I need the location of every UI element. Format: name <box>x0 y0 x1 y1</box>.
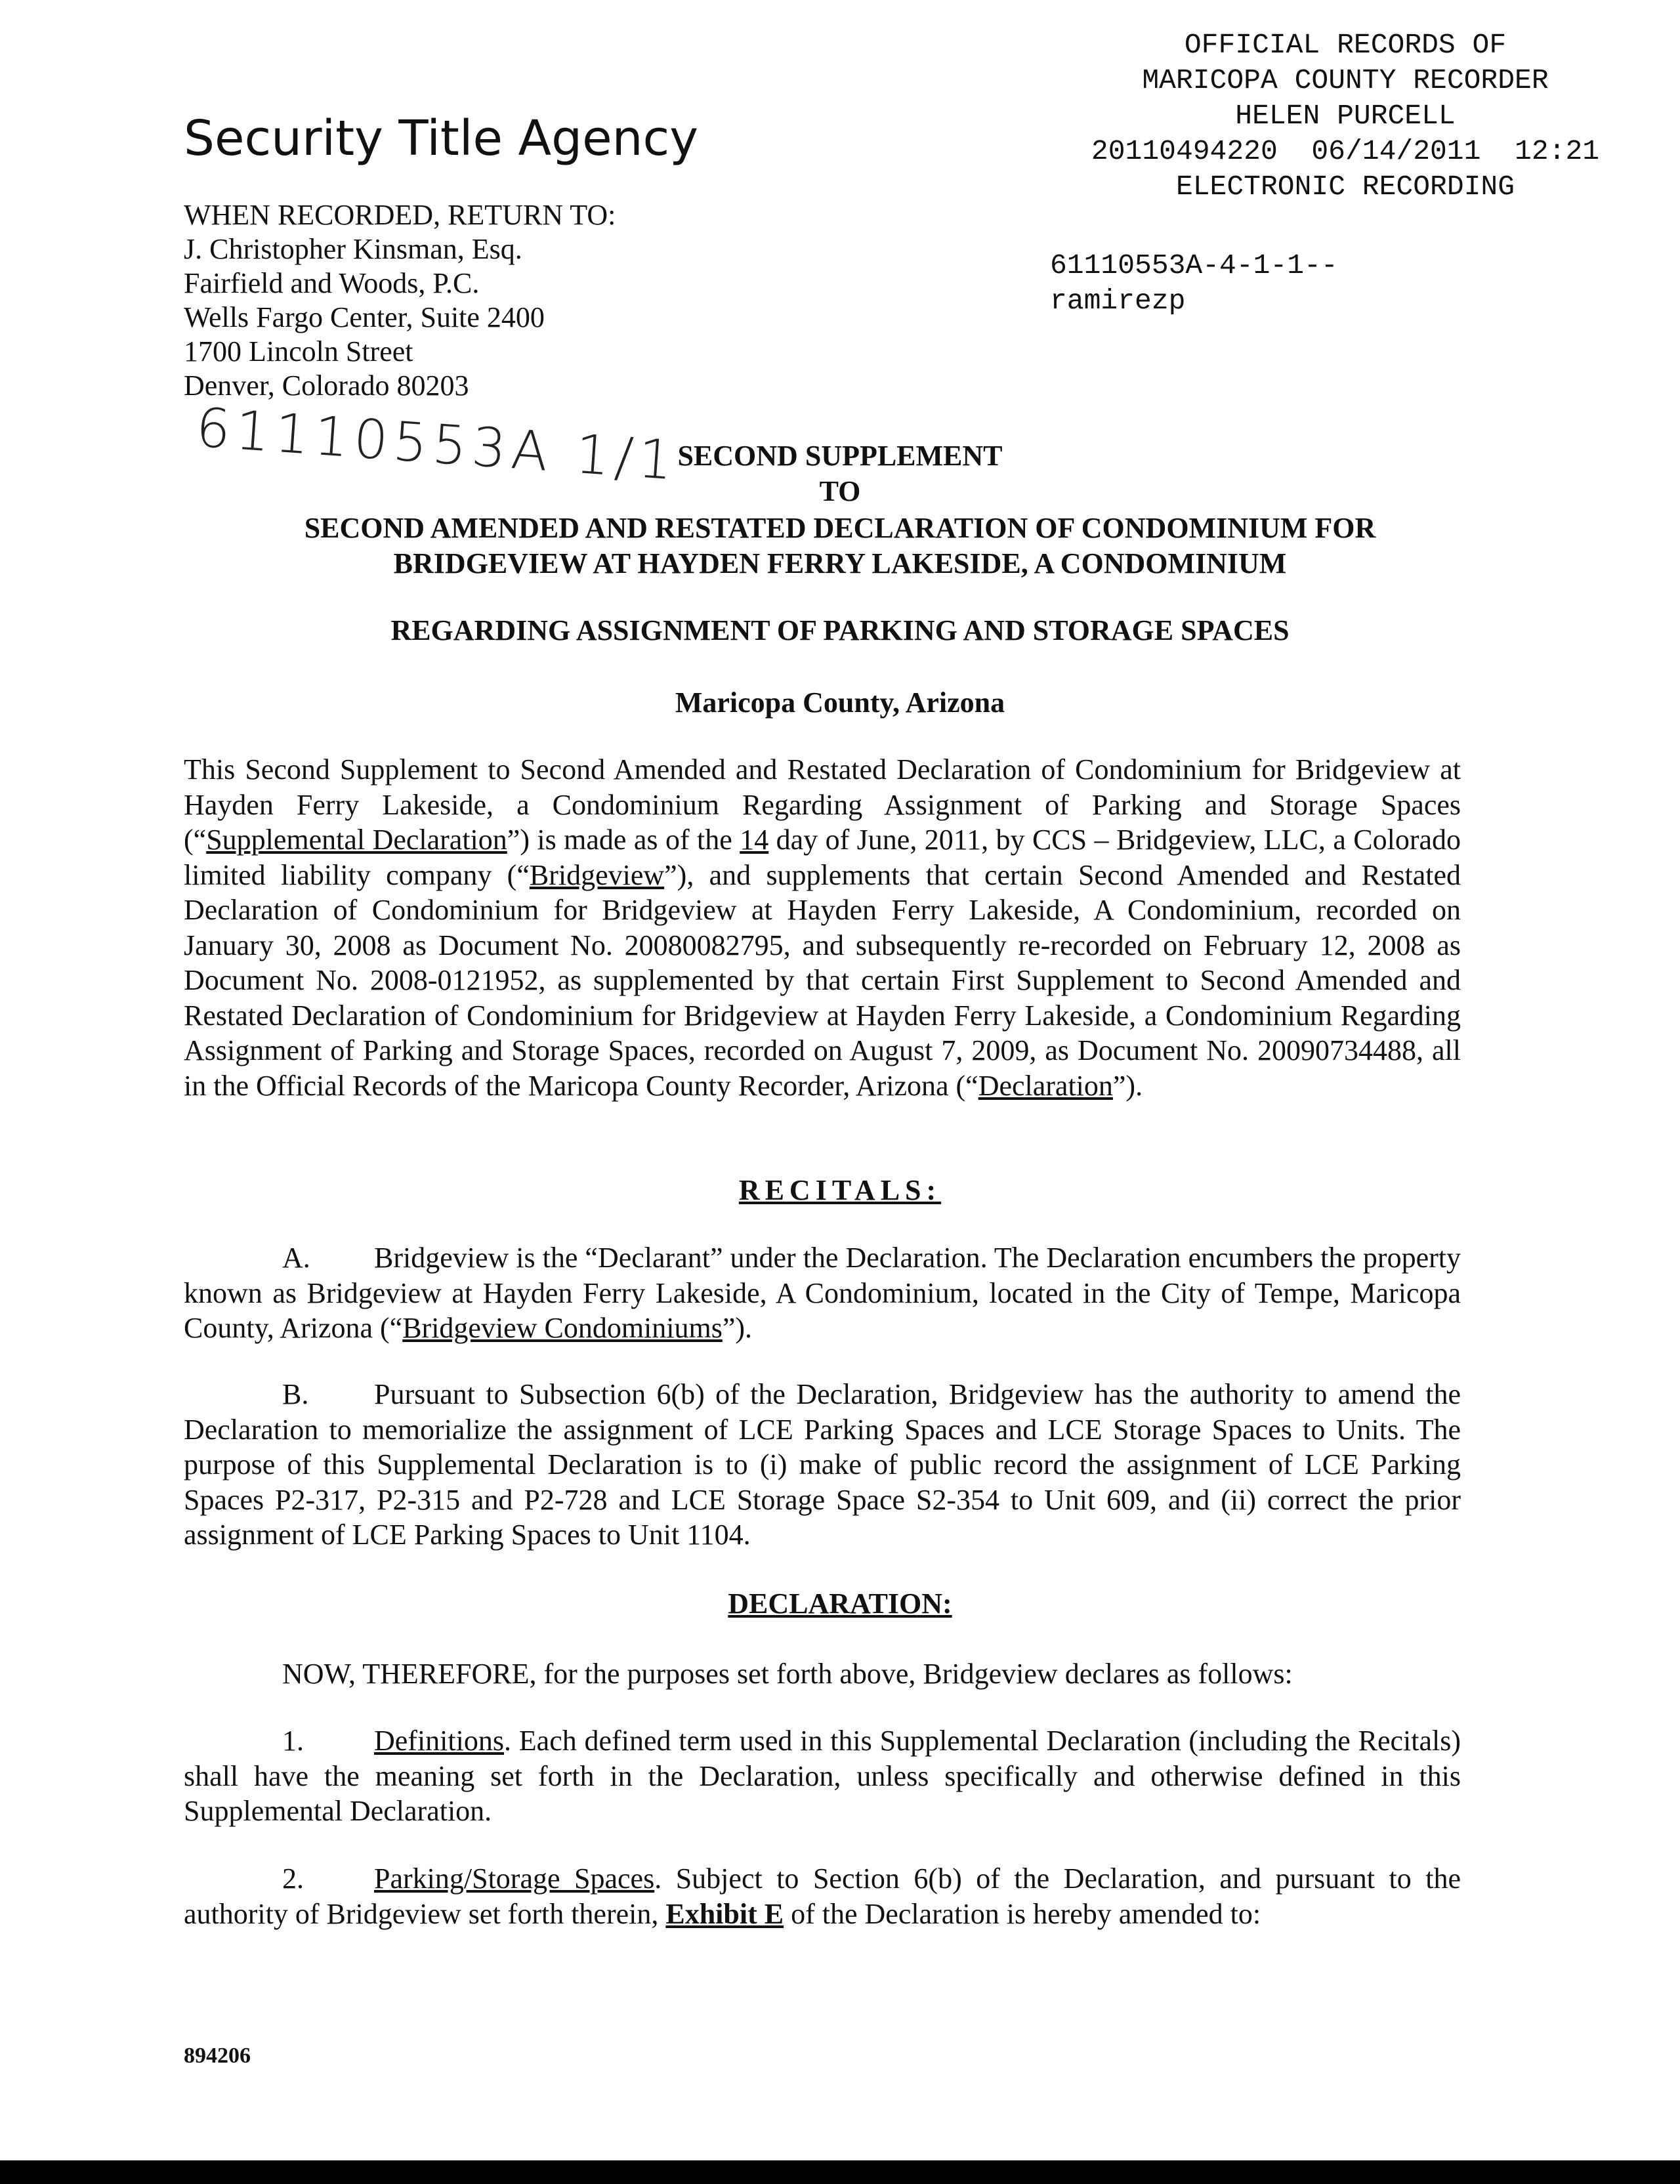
defined-term: Bridgeview <box>529 858 665 891</box>
section-title: Definitions <box>374 1725 504 1757</box>
recital-text: Pursuant to Subsection 6(b) of the Declaration, Bridgeview has the authority to amend the Declaration to memorialize the assignment of LCE Parking Spaces and LCE Storage Spaces to Units. The purpose of this Supplemental Declaration is to (i) make of public record the assignment of LCE Parking Spaces P2-317, P2-315 and P2-728 and LCE Storage Space S2-354 to Unit 609, and (ii) correct the prior assignment of LCE Parking Spaces to Unit 1104. <box>184 1378 1461 1551</box>
title-line-3: SECOND AMENDED AND RESTATED DECLARATION OF CONDOMINIUM FOR <box>304 512 1376 544</box>
recital-text: ”). <box>722 1312 753 1344</box>
title-line-1: SECOND SUPPLEMENT <box>677 440 1003 472</box>
section-title: Parking/Storage Spaces <box>374 1862 655 1895</box>
defined-term: Supplemental Declaration <box>206 824 507 856</box>
section-text: of the Declaration is hereby amended to: <box>784 1897 1261 1930</box>
recital-text: Bridgeview is the “Declarant” under the Declaration. The Declaration encumbers the property known as Bridgeview at Hayden Ferry Lakeside, A Condominium, located in the City of Tempe, Maricopa County, Arizona (“ <box>184 1242 1461 1344</box>
recording-line: ELECTRONIC RECORDING <box>1175 171 1515 203</box>
recital-a <box>184 1240 1461 1346</box>
section-text: . Subject to Section 6(b) of the Declaration, and pursuant to the authority of Bridgeview set forth therein, <box>184 1862 1461 1930</box>
docnum-line: ramirezp <box>1050 285 1186 317</box>
intro-text: This Second Supplement to Second Amended and Restated Declaration of Condominium for Bridgeview at Hayden Ferry Lakeside, a Condominium Regarding Assignment of Parking and Storage Spaces (“ <box>184 753 1461 856</box>
intro-text: ”), and supplements that certain Second Amended and Restated Declaration of Condominium for Bridgeview at Hayden Ferry Lakeside, A Condominium, recorded on January 30, 2008 as Document No. 20080082795, and subsequently re-recorded on February 12, 2008 as Document No. 2008-0121952, as supplemented by that certain First Supplement to Second Amended and Restated Declaration of Condominium for Bridgeview at Hayden Ferry Lakeside, a Condominium Regarding Assignment of Parking and Storage Spaces, recorded on August 7, 2009, as Document No. 20090734488, all in the Official Records of the Maricopa County Recorder, Arizona (“ <box>184 858 1461 1102</box>
title-line-2: TO <box>819 475 861 507</box>
title-line-4: BRIDGEVIEW AT HAYDEN FERRY LAKESIDE, A CONDOMINIUM <box>393 547 1287 579</box>
recitals-heading <box>131 1173 1549 1207</box>
handwritten-day: 14 <box>740 824 769 856</box>
declaration-heading <box>131 1587 1549 1620</box>
return-line: 1700 Lincoln Street <box>184 335 413 368</box>
docnum-line: 61110553A-4-1-1-- <box>1050 249 1338 282</box>
recording-stamp <box>1037 28 1654 205</box>
now-therefore <box>184 1656 1461 1692</box>
return-line: Denver, Colorado 80203 <box>184 369 469 402</box>
now-therefore-text: NOW, THEREFORE, for the purposes set forth above, Bridgeview declares as follows: <box>282 1658 1293 1690</box>
recital-b <box>184 1377 1461 1553</box>
recording-line: 20110494220 06/14/2011 12:21 <box>1091 135 1600 167</box>
recording-line: HELEN PURCELL <box>1235 100 1456 132</box>
intro-text: , 2011, by CCS – Bridgeview, LLC, a Colorado limited liability company (“ <box>184 824 1461 891</box>
intro-text: ”). <box>1112 1069 1143 1102</box>
footer-doc-id: 894206 <box>184 2044 251 2068</box>
declaration-heading-text: DECLARATION: <box>728 1587 952 1620</box>
section-text: . Each defined term used in this Supplemental Declaration (including the Recitals) shall have the meaning set forth in the Declaration, unless specifically and otherwise defined in this Supplemental Declaration. <box>184 1725 1461 1827</box>
exhibit-reference: Exhibit E <box>665 1897 784 1930</box>
agency-name: Security Title Agency <box>184 110 699 167</box>
recital-label: A. <box>282 1242 310 1274</box>
county-heading: Maricopa County, Arizona <box>675 686 1005 719</box>
scan-edge-bar <box>0 2160 1680 2184</box>
handwritten-note: 61110553A 1/1 <box>194 396 680 493</box>
return-line: J. Christopher Kinsman, Esq. <box>184 233 522 265</box>
recitals-heading-text: RECITALS: <box>738 1174 942 1206</box>
intro-text: day of <box>768 824 857 856</box>
handwritten-month: June <box>856 824 910 856</box>
defined-term: Bridgeview Condominiums <box>402 1312 723 1344</box>
recital-label: B. <box>282 1378 309 1410</box>
intro-text: ”) is made as of the <box>507 824 740 856</box>
title-line-5: REGARDING ASSIGNMENT OF PARKING AND STORAGE SPACES <box>390 614 1290 646</box>
recording-line: MARICOPA COUNTY RECORDER <box>1142 64 1549 96</box>
recording-doc-number <box>1050 248 1338 319</box>
section-number: 1. <box>282 1725 304 1757</box>
return-line: Fairfield and Woods, P.C. <box>184 267 480 299</box>
return-line: Wells Fargo Center, Suite 2400 <box>184 301 545 333</box>
section-number: 2. <box>282 1862 304 1895</box>
return-label: WHEN RECORDED, RETURN TO: <box>184 199 616 231</box>
defined-term: Declaration <box>978 1069 1113 1102</box>
intro-paragraph <box>184 752 1461 1103</box>
recording-line: OFFICIAL RECORDS OF <box>1184 29 1507 61</box>
return-address-block <box>184 198 616 403</box>
section-1 <box>184 1723 1461 1829</box>
section-2 <box>184 1861 1461 1931</box>
